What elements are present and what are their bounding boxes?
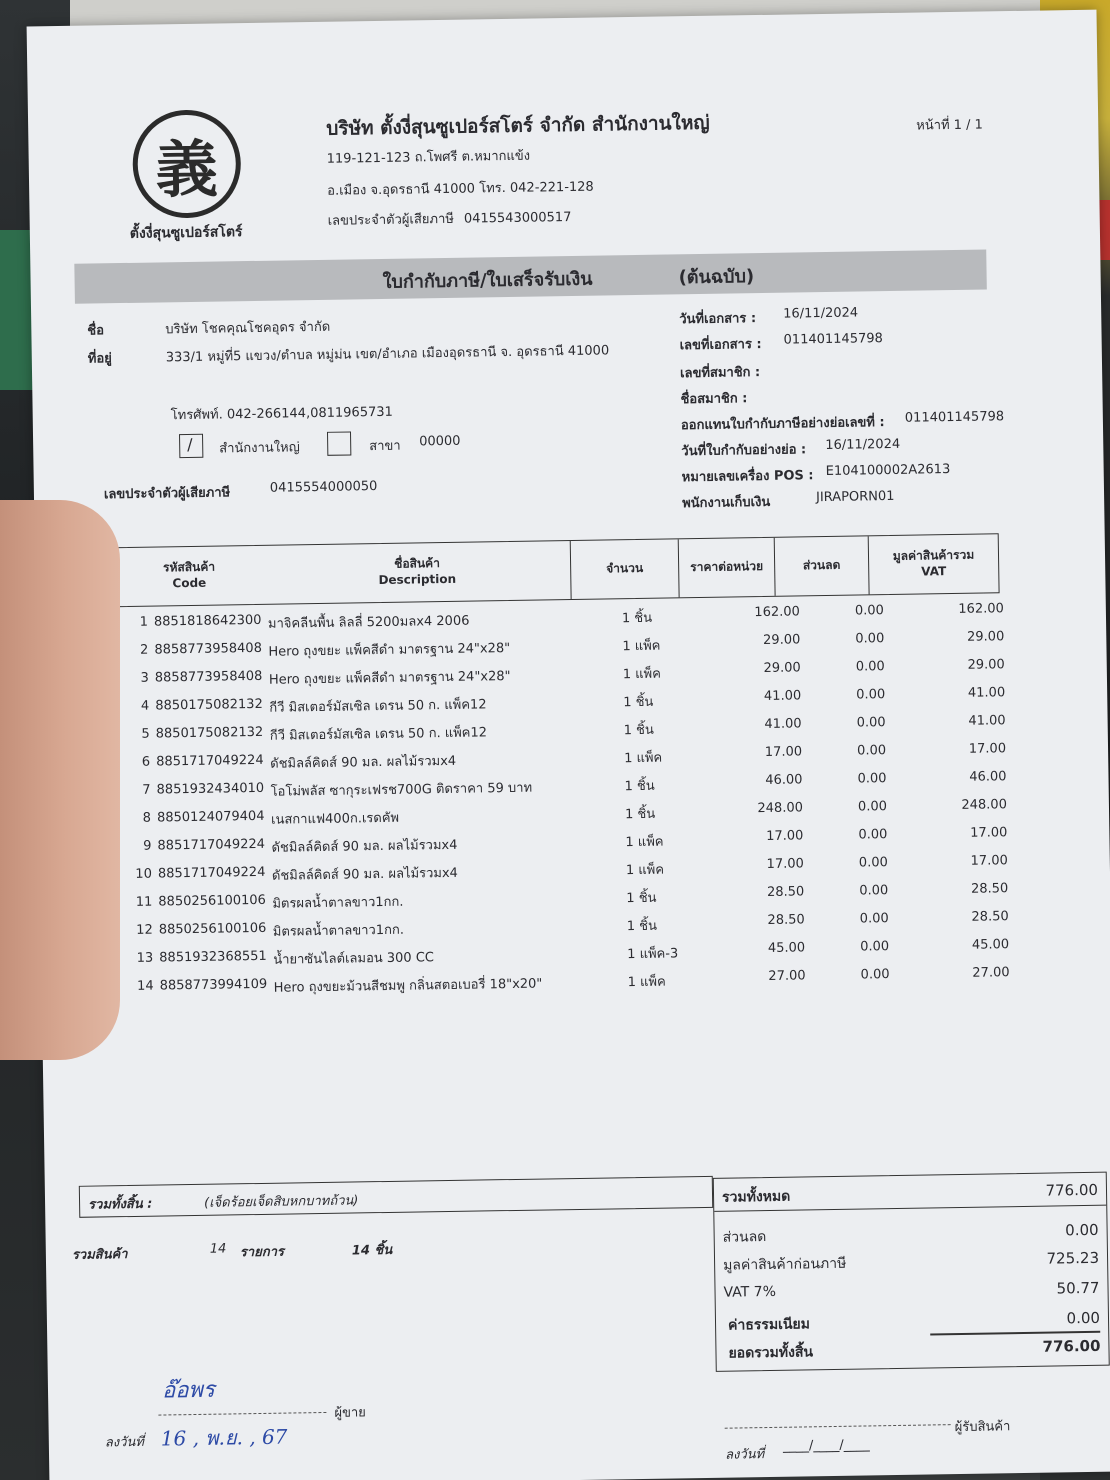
branch-checkbox [327, 431, 351, 455]
row-quantity: 1 แพ็ค [625, 834, 664, 851]
discount-label: ส่วนลด [722, 1229, 767, 1246]
row-total: 29.00 [967, 657, 1005, 673]
row-discount: 0.00 [855, 631, 885, 647]
doc-number-label: เลขที่เอกสาร : [679, 336, 762, 354]
row-unit-price: 248.00 [757, 800, 804, 817]
row-quantity: 1 ชิ้น [626, 890, 657, 907]
row-quantity: 1 แพ็ค [622, 638, 661, 655]
row-description: มาจิคลีนพื้น ลิลลี่ 5200มลx4 2006 [267, 613, 470, 632]
row-total: 45.00 [971, 937, 1010, 953]
company-tax-id-value: 0415543000517 [463, 209, 572, 227]
receiver-date-label: ลงวันที่ [724, 1447, 765, 1463]
row-total: 28.50 [971, 909, 1009, 925]
row-number: 1 [139, 614, 149, 630]
row-number: 13 [136, 950, 154, 966]
document-copy-type: (ต้นฉบับ) [678, 266, 755, 289]
grand-total-rule [930, 1331, 1100, 1336]
seller-signature: อ๊อพร [161, 1377, 215, 1404]
row-unit-price: 28.50 [767, 912, 805, 928]
row-number: 14 [137, 978, 154, 994]
page-number: หน้าที่ 1 / 1 [916, 117, 984, 134]
receiver-label: ผู้รับสินค้า [954, 1419, 1011, 1436]
row-discount: 0.00 [858, 855, 888, 871]
head-office-checkbox [179, 434, 203, 458]
receiver-signature-line [725, 1424, 951, 1429]
logo-caption: ตั้งงี่สุนซูเปอร์สโตร์ [129, 224, 243, 242]
row-quantity: 1 ชิ้น [623, 722, 654, 739]
row-code: 8858773958408 [154, 668, 263, 686]
customer-name: บริษัท โชคคุณโชคอุดร จำกัด [165, 319, 331, 338]
row-unit-price: 17.00 [764, 744, 803, 760]
row-total: 28.50 [970, 881, 1009, 897]
row-code: 8858773994109 [159, 976, 268, 994]
col-total-header [868, 534, 999, 594]
head-office-label: สำนักงานใหญ่ [219, 440, 300, 457]
row-quantity: 1 ชิ้น [626, 918, 658, 935]
doc-date-label: วันที่เอกสาร : [679, 311, 757, 328]
replace-no: 011401145798 [904, 409, 1005, 426]
col-price-header [678, 538, 775, 598]
col-desc-th: ชื่อสินค้า [394, 556, 441, 572]
receipt-paper [27, 10, 1110, 1480]
col-discount-label: ส่วนลด [802, 557, 841, 573]
seller-date: 16 , พ.ย. , 67 [160, 1424, 288, 1451]
receiver-date-blank: ____/____/____ [782, 1437, 870, 1454]
row-number: 3 [140, 670, 149, 686]
cashier-name: JIRAPORN01 [815, 488, 895, 506]
pieces-count: 14 ชิ้น [351, 1242, 393, 1259]
company-name: บริษัท ตั้งงี่สุนซูเปอร์สโตร์ จำกัด สำนักงานใหญ่ [326, 111, 710, 140]
replace-no-label: ออกแทนใบกำกับภาษีอย่างย่อเลขที่ : [680, 415, 885, 434]
col-qty-header [570, 539, 679, 599]
row-description: Hero ถุงขยะม้วนสีชมพู กลิ่นสตอเบอรี่ 18"x20" [273, 976, 543, 996]
member-no-label: เลขที่สมาชิก : [680, 365, 761, 382]
row-number: 6 [141, 754, 151, 770]
pre-vat-label: มูลค่าสินค้าก่อนภาษี [723, 1255, 847, 1274]
member-name-label: ชื่อสมาชิก : [680, 391, 748, 408]
row-description: กีวี มิสเตอร์มัสเซิล เดรน 50 ก. แพ็ค12 [269, 725, 488, 744]
row-number: 9 [143, 838, 152, 854]
row-code: 8851932434010 [156, 780, 265, 798]
cashier-label: พนักงานเก็บเงิน [682, 494, 771, 512]
seller-label: ผู้ขาย [334, 1405, 366, 1421]
row-description: มิตรผลน้ำตาลขาว1กก. [272, 894, 404, 912]
row-total: 27.00 [972, 965, 1010, 981]
row-code: 8851818642300 [153, 612, 262, 630]
seller-date-label: ลงวันที่ [104, 1434, 145, 1451]
short-date-label: วันที่ใบกำกับอย่างย่อ : [681, 442, 807, 460]
row-number: 10 [135, 866, 153, 882]
logo-glyph: 義 [155, 132, 219, 206]
row-description: มิตรผลน้ำตาลขาว1กก. [272, 922, 405, 940]
branch-label: สาขา [369, 438, 401, 455]
row-total: 17.00 [970, 853, 1008, 869]
discount-value: 0.00 [1065, 1220, 1099, 1240]
doc-date: 16/11/2024 [783, 305, 859, 322]
row-unit-price: 41.00 [763, 688, 802, 704]
row-number: 11 [135, 894, 153, 910]
col-total-en: VAT [921, 564, 947, 579]
col-total-th: มูลค่าสินค้ารวม [892, 548, 975, 564]
vat-label: VAT 7% [723, 1283, 777, 1301]
col-desc-en: Description [378, 571, 457, 588]
row-total: 46.00 [969, 769, 1007, 785]
row-number: 12 [136, 922, 153, 938]
row-discount: 0.00 [856, 687, 886, 703]
check-mark: / [187, 434, 193, 455]
company-tax-id-label: เลขประจำตัวผู้เสียภาษี [327, 211, 455, 229]
row-discount: 0.00 [859, 883, 889, 899]
row-discount: 0.00 [856, 715, 886, 731]
row-discount: 0.00 [860, 939, 890, 955]
row-code: 8851717049224 [157, 836, 266, 854]
row-description: กีวี มิสเตอร์มัสเซิล เดรน 50 ก. แพ็ค12 [269, 697, 487, 716]
row-discount: 0.00 [859, 911, 889, 927]
row-code: 8851717049224 [157, 864, 266, 882]
row-code: 8850175082132 [155, 696, 263, 714]
company-tax-id [328, 206, 572, 231]
totals-box [713, 1172, 1110, 1372]
store-logo [132, 109, 242, 219]
row-discount: 0.00 [855, 659, 885, 675]
items-table-header [113, 533, 1000, 607]
row-discount: 0.00 [857, 799, 888, 815]
row-discount: 0.00 [858, 827, 888, 843]
row-code: 8850256100106 [158, 892, 266, 910]
customer-address: 333/1 หมู่ที่5 แขวง/ตำบล หมู่ม่น เขต/อำเภอ เมืองอุดรธานี จ. อุดรธานี 41000 [165, 343, 610, 366]
row-unit-price: 17.00 [766, 828, 804, 844]
row-unit-price: 41.00 [764, 716, 802, 732]
row-unit-price: 29.00 [763, 660, 801, 676]
document-title: ใบกำกับภาษี/ใบเสร็จรับเงิน [382, 268, 593, 293]
row-number: 2 [139, 642, 149, 658]
row-quantity: 1 แพ็ค [624, 750, 663, 767]
row-description: ดัชมิลล์คิดส์ 90 มล. ผลไม้รวมx4 [271, 865, 459, 884]
row-description: ดัชมิลล์คิดส์ 90 มล. ผลไม้รวมx4 [270, 753, 457, 772]
customer-phone: โทรศัพท์. 042-266144,0811965731 [170, 404, 393, 424]
items-summary-label: รวมสินค้า [71, 1247, 128, 1263]
row-total: 41.00 [968, 713, 1006, 729]
row-quantity: 1 ชิ้น [624, 806, 656, 823]
row-description: Hero ถุงขยะ แพ็คสีดำ มาตรฐาน 24"x28" [268, 640, 511, 660]
row-description: โอโม่พลัส ซากุระเฟรช700G ติดราคา 59 บาท [270, 780, 533, 800]
row-discount: 0.00 [857, 771, 887, 787]
branch-number: 00000 [419, 433, 461, 450]
row-discount: 0.00 [856, 743, 887, 759]
row-unit-price: 46.00 [765, 772, 803, 788]
row-description: ดัชมิลล์คิดส์ 90 มล. ผลไม้รวมx4 [271, 837, 458, 856]
seller-signature-line [158, 1412, 326, 1416]
fee-label: ค่าธรรมเนียม [727, 1316, 811, 1334]
sum-label: รวมทั้งหมด [721, 1188, 791, 1206]
grand-total-value: 776.00 [1042, 1336, 1101, 1356]
row-quantity: 1 แพ็ค [625, 862, 665, 879]
row-description: น้ำยาซันไลต์เลมอน 300 CC [273, 950, 435, 968]
row-quantity: 1 ชิ้น [623, 694, 654, 711]
row-quantity: 1 แพ็ค [622, 666, 662, 683]
pos-number: E104100002A2613 [825, 462, 951, 479]
col-price-label: ราคาต่อหน่วย [690, 559, 764, 575]
row-number: 8 [142, 810, 152, 826]
row-code: 8851717049224 [156, 752, 264, 770]
row-total: 29.00 [966, 629, 1005, 645]
short-date: 16/11/2024 [825, 436, 901, 453]
row-total: 162.00 [958, 601, 1004, 617]
doc-number: 011401145798 [783, 331, 883, 348]
row-total: 41.00 [967, 685, 1006, 701]
row-number: 5 [141, 726, 150, 742]
row-description: เนสกาแฟ400ก.เรดคัพ [270, 810, 400, 828]
col-code-header [114, 546, 265, 606]
row-code: 8850124079404 [156, 808, 265, 826]
row-discount: 0.00 [854, 603, 884, 619]
total-in-words-box [79, 1176, 713, 1218]
grand-total-label: ยอดรวมทั้งสิ้น [728, 1344, 814, 1362]
row-code: 8850256100106 [158, 920, 267, 938]
row-quantity: 1 ชิ้น [624, 778, 655, 795]
customer-tax-id: 0415554000050 [269, 479, 378, 496]
col-code-th: รหัสสินค้า [162, 560, 216, 575]
row-code: 8851932368551 [159, 948, 267, 966]
holding-thumb [0, 500, 120, 1060]
sum-value: 776.00 [1045, 1180, 1099, 1200]
vat-value: 50.77 [1056, 1278, 1100, 1298]
customer-name-label: ชื่อ [87, 323, 105, 339]
row-unit-price: 29.00 [762, 632, 801, 648]
row-unit-price: 17.00 [766, 856, 804, 872]
row-quantity: 1 แพ็ค-3 [627, 946, 679, 963]
items-unit: รายการ [239, 1244, 285, 1261]
col-discount-header [774, 536, 869, 595]
row-discount: 0.00 [860, 967, 890, 983]
items-count: 14 [209, 1241, 227, 1257]
row-number: 7 [142, 782, 151, 798]
total-words-label: รวมทั้งสิ้น : [87, 1196, 153, 1213]
col-desc-header [264, 541, 571, 604]
row-quantity: 1 ชิ้น [621, 610, 653, 627]
total-words: (เจ็ดร้อยเจ็ดสิบหกบาทถ้วน) [203, 1193, 359, 1211]
row-total: 17.00 [968, 741, 1007, 757]
row-unit-price: 27.00 [768, 968, 806, 984]
row-code: 8858773958408 [154, 640, 263, 658]
row-total: 17.00 [970, 825, 1008, 841]
col-code-en: Code [172, 575, 207, 591]
row-code: 8850175082132 [155, 724, 264, 742]
customer-tax-id-label: เลขประจำตัวผู้เสียภาษี [103, 485, 231, 503]
row-description: Hero ถุงขยะ แพ็คสีดำ มาตรฐาน 24"x28" [268, 668, 511, 688]
row-quantity: 1 แพ็ค [627, 974, 666, 991]
company-address-2: อ.เมือง จ.อุดรธานี 41000 โทร. 042-221-128 [327, 179, 594, 199]
row-unit-price: 28.50 [766, 884, 805, 900]
fee-value: 0.00 [1066, 1308, 1101, 1328]
customer-address-label: ที่อยู่ [87, 351, 112, 367]
pos-label: หมายเลขเครื่อง POS : [681, 468, 814, 486]
row-unit-price: 162.00 [754, 604, 800, 621]
col-qty-label: จำนวน [606, 561, 644, 576]
row-unit-price: 45.00 [767, 940, 806, 956]
company-address-1: 119-121-123 ถ.โพศรี ต.หมากแข้ง [326, 148, 531, 167]
row-number: 4 [140, 698, 150, 714]
row-total: 248.00 [961, 797, 1008, 813]
pre-vat-value: 725.23 [1046, 1248, 1100, 1268]
